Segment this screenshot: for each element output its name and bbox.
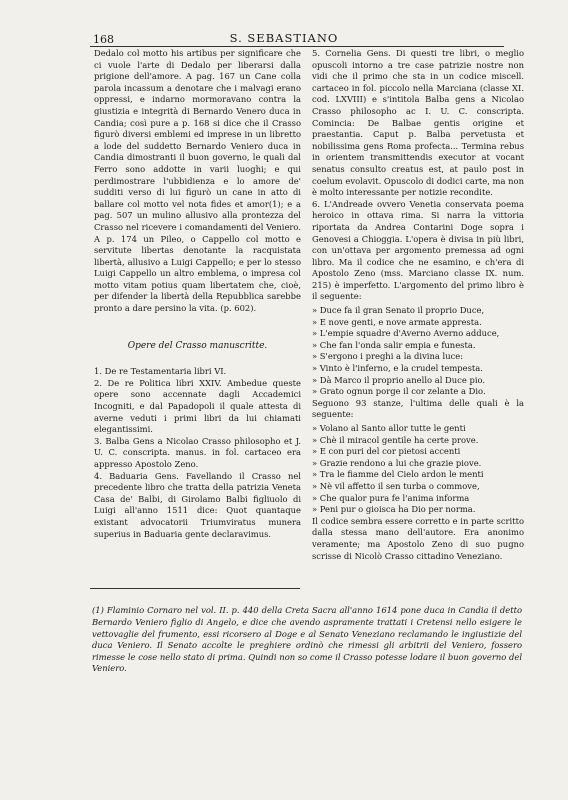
- list-item-1: 1. De re Testamentaria libri VI.: [94, 366, 227, 377]
- header-rule: [90, 46, 504, 47]
- verse-line: » E con puri del cor pietosi accenti: [312, 446, 461, 457]
- page-number: 168: [93, 33, 114, 46]
- list-item-6: 6. L'Andreade ovvero Venetia conservata poema heroico in ottava rima. Si narra la vittoria riportata da Andrea Contarini Doge sopra i Genovesi a Chioggia. L'opera è divisa in più libri, con un'ottava per argomento premessa ad ogni libro. Ma il codice che ne esamino, e ch'era di Apostolo Zeno (mss. Marciano classe IX. num. 215) è imperfetto. L'argomento del primo libro è il seguente:: [312, 198, 524, 302]
- verse-line: » Tra le fiamme del Cielo ardon le menti: [312, 469, 484, 480]
- closing-paragraph: Il codice sembra essere corretto e in parte scritto dalla stessa mano dell'autore. Era anonimo veramente; ma Apostolo Zeno di suo pugno scrisse di Nicolò Crasso cittadino Veneziano.: [312, 515, 524, 561]
- left-column: [94, 48, 301, 540]
- list-item-5: 5. Cornelia Gens. Di questi tre libri, o meglio opuscoli intorno a tre case patrizie nostre non vidi che il primo che sta in un codice miscell. cartaceo in fol. piccolo nella Marciana (classe XI. cod. LXVIII) e s'intitola Balba gens a Nicolao Crasso philosopho ac I. U. C. conscripta. Comincia: De Balbae gentis origine et praestantia. Caput p. Balba pervetusta et nobilissima gens Roma profecta... Termina rebus in orientem transmittendis executor at vocant senatus consulto creatus est, at paulo post in coelum evolavit. Opuscolo di dodici carte, ma non è molto interessante per notizie recondite.: [312, 48, 524, 198]
- verse-line: » S'ergono i preghi a la divina luce:: [312, 351, 464, 362]
- footnote-rule: [90, 588, 300, 589]
- verse-line: » E nove genti, e nove armate appresta.: [312, 316, 482, 327]
- intro-paragraph: Dedalo col motto his artibus per significare che ci vuole l'arte di Dedalo per liberarsi dalla prigione dell'amore. A pag. 167 un Cane colla parola incassum a denotare che i malvagi erano oppressi, e indarno mormoravano contra la giustizia e integrità di Bernardo Venero duca in Candia; così pure a p. 168 si dice che il Crasso figurò diversi emblemi ed imprese in un libretto a lode del suddetto Bernardo Veniero duca in Candia dimostranti il buon governo, le quali dal Ferro sono addotte in varii luoghi; e qui perdimostrare l'ubbidienza e lo amore de' sudditi verso di lui figurò un cane in atto di ballare col motto vel nota fides et amor(1); e a pag. 507 un mulino allusivo alla prontezza del Crasso nel ricevere i comandamenti del Veniero. A p. 174 un Pileo, o Cappello col motto e servitute libertas denotante la racquistata libertà, allusivo a Luigi Cappello; e per lo stesso Luigi Cappello un altro emblema, o impresa col motto vitam potius quam libertatem che, cioè, per difender la libertà della Repubblica sarebbe pronto a dare persino la vita. (p. 602).: [94, 48, 301, 314]
- section-heading: Opere del Crasso manuscritte.: [127, 340, 268, 351]
- verse-line: » Grazie rendono a lui che grazie piove.: [312, 457, 482, 468]
- verse-line: » Peni pur o gioisca ha Dio per norma.: [312, 504, 476, 515]
- verse-line: » Dà Marco il proprio anello al Duce pio.: [312, 374, 486, 385]
- list-item-3: 3. Balba Gens a Nicolao Crasso philosopho et J. U. C. conscripta. manus. in fol. cartaceo era appresso Apostolo Zeno.: [94, 435, 301, 469]
- verse-line: » Grato ognun porge il cor zelante a Dio.: [312, 386, 486, 397]
- verse-line: » Che fan l'onda salir empia e funesta.: [312, 339, 476, 350]
- verse-line: » Vinto è l'inferno, e la crudel tempesta.: [312, 363, 483, 374]
- verse-line: » Chè il miracol gentile ha certe prove.: [312, 434, 479, 445]
- middle-paragraph: Seguono 93 stanze, l'ultima delle quali è la seguente:: [312, 397, 524, 420]
- verse-line: » Nè vil affetto il sen turba o commove,: [312, 480, 480, 491]
- verse-line: » L'empie squadre d'Averno Averno adduce,: [312, 328, 500, 339]
- footnote: (1) Flaminio Cornaro nel vol. II. p. 440 della Creta Sacra all'anno 1614 pone duca in Candia il detto Bernardo Veniero figlio di Angelo, e dice che avendo aspramente trattati i Cretensi nello esigere le vettovaglie del frumento, essi ricorsero al Doge e al Senato Veneziano reclamando le ingiustizie del duca Veniero. Il Senato accolte le preghiere ordinò che rimessi gli arbitrii del Veniero, fossero rimesse le cose nello stato di prima. Quindi non so come il Crasso potesse lodare il buon governo del Veniero.: [92, 605, 522, 674]
- right-column: [312, 48, 524, 562]
- verse-line: » Duce fa il gran Senato il proprio Duce,: [312, 305, 485, 316]
- verse-block-first: [312, 305, 524, 398]
- running-title: S. SEBASTIANO: [229, 31, 339, 45]
- verse-line: » Volano al Santo allor tutte le genti: [312, 423, 466, 433]
- verse-block-last: [312, 423, 524, 516]
- verse-line: » Che qualor pura fe l'anima informa: [312, 492, 470, 503]
- list-item-4: 4. Baduaria Gens. Favellando il Crasso nel precedente libro che tratta della patrizia Veneta Casa de' Balbi, di Girolamo Balbi figliuolo di Luigi all'anno 1511 dice: Quot quantaque existant advocatorii Triumviratus munera superius in Baduaria gente declaravimus.: [94, 470, 301, 539]
- list-item-2: 2. De re Politica libri XXIV. Ambedue queste opere sono accennate dagli Accademici Incogniti, e dal Papadopoli il quale attesta di averne veduti i primi libri da lui chiamati elegantissimi.: [94, 377, 301, 435]
